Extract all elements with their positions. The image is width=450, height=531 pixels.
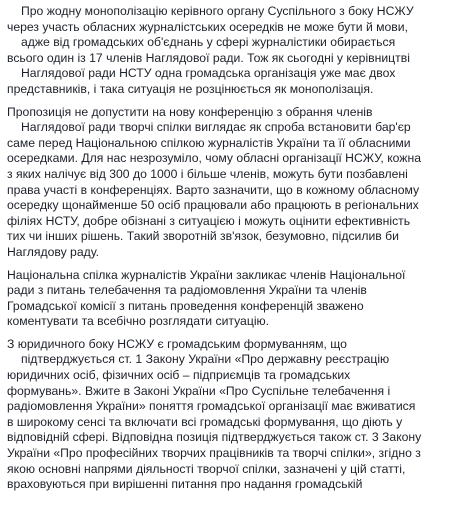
text-line: в широкому сенсі та включати всі громадські формування, що діють у: [7, 414, 403, 429]
text-line: радіомовлення України» поняття громадської організації має вживатися: [7, 399, 416, 414]
text-line: адже від громадських об'єднань у сфері журналістики обирається: [21, 35, 396, 50]
text-line: якою основні напрями діяльності творчої спілки, зазначені у цій статті,: [7, 461, 406, 476]
text-line: коментувати та всебічно розглядати ситуацію.: [7, 314, 270, 329]
paragraph: [4, 268, 436, 330]
text-line: Пропозиція не допустити на нову конференцію з обрання членів: [7, 104, 373, 119]
text-line: Наглядової ради НСТУ одна громадська організація уже має двох: [21, 66, 396, 81]
text-line: З юридичного боку НСЖУ є громадським формуванням, що: [7, 336, 347, 351]
text-line: відповідній сфері. Відповідна позиція підтверджується також ст. 3 Закону: [7, 430, 422, 445]
text-line: Наглядової ради творчі спілки виглядає як спроба встановити бар'єр: [21, 120, 411, 135]
text-line: формувань». Вжите в Законі України «Про Суспільне телебачення і: [7, 383, 391, 398]
paragraph: [4, 337, 436, 493]
text-line: тих чи інших рішень. Такий зворотній зв'язок, безумовно, підсилив би: [7, 229, 399, 244]
text-line: Національна спілка журналістів України закликає членів Національної: [7, 267, 406, 282]
text-line: права участі в конференціях. Варто зазначити, що в кожному обласному: [7, 182, 420, 197]
text-line: саме перед Національною спілкою журналістів України та її обласними: [7, 135, 411, 150]
text-line: ради з питань телебачення та радіомовлення України та членів: [7, 283, 367, 298]
text-line: Наглядову раду.: [7, 244, 99, 259]
text-line: осередками. Для нас незрозуміло, чому обласні організації НСЖУ, кожна: [7, 151, 421, 166]
text-line: Про жодну монополізацію керівного органу Суспільного з боку НСЖУ: [21, 4, 414, 18]
text-line: всього один із 17 членів Наглядової ради. Тож як сьогодні у керівництві: [7, 50, 410, 65]
text-line: представників, і така ситуація не розцінюється як монополізація.: [7, 81, 374, 96]
text-line: враховуються при вирішенні питання про надання громадській: [7, 477, 363, 492]
text-line: філіях НСТУ, добре обізнані з ситуацією і можуть оцінити ефективність: [7, 213, 411, 228]
text-line: підтверджується ст. 1 Закону України «Про державну реєстрацію: [21, 352, 390, 367]
text-line: юридичних осіб, фізичних осіб – підприємців та громадських: [7, 368, 351, 383]
paragraph: [4, 4, 436, 98]
text-line: Громадської комісії з питань проведення конференцій зважено: [7, 298, 364, 313]
text-line: України «Про професійних творчих працівників та творчі спілки», згідно з: [7, 446, 421, 461]
paragraph: [4, 105, 436, 261]
text-line: з яких налічує від 300 до 1000 і більше членів, можуть бути позбавлені: [7, 166, 408, 181]
text-line: осередку щонайменше 50 осіб працювали або працюють в регіональних: [7, 198, 419, 213]
text-line: через участь обласних журналістських осередків не може бути й мови,: [7, 19, 408, 34]
